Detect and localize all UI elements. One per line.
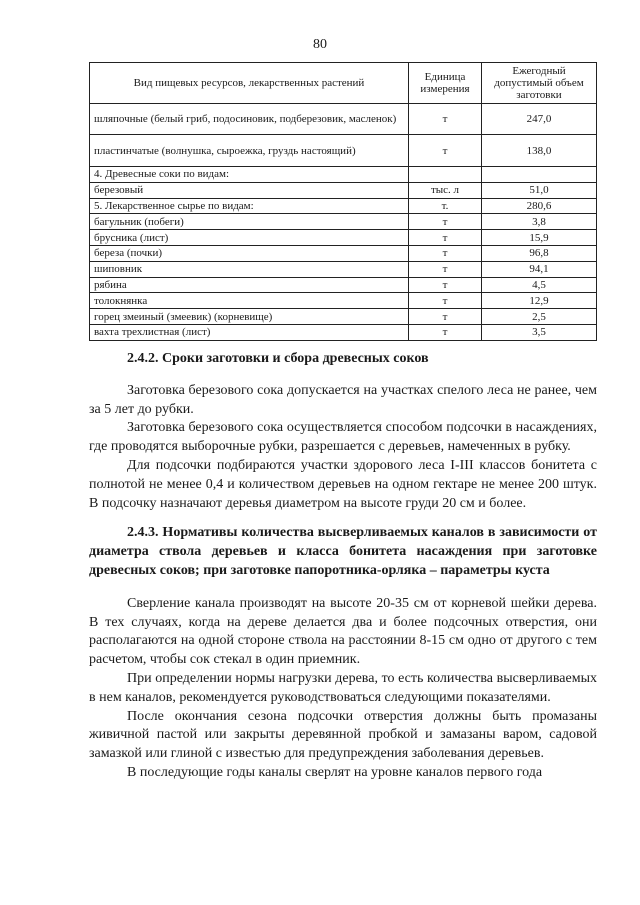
row-unit: т. [409, 198, 482, 214]
table-row [90, 214, 597, 230]
row-name: шляпочные (белый гриб, подосиновик, подберезовик, масленок) [90, 104, 409, 135]
table-row [90, 293, 597, 309]
page-number: 80 [313, 37, 327, 52]
section-heading-2-4-3: 2.4.3. Нормативы количества высверливаемых каналов в зависимости от диаметра ствола деревьев и класса бонитета насаждения при заготовке древесных соков; при заготовке папоротника-орляка – параметры куста [89, 525, 597, 578]
header-annual-volume: Ежегодный допустимый объем заготовки [482, 63, 597, 104]
table-row [90, 167, 597, 183]
row-value: 96,8 [482, 245, 597, 261]
table-row [90, 261, 597, 277]
table-row [90, 324, 597, 340]
row-value: 138,0 [482, 135, 597, 167]
table-row [90, 309, 597, 325]
row-name: 4. Древесные соки по видам: [90, 167, 409, 183]
row-name: шиповник [90, 261, 409, 277]
row-value: 51,0 [482, 182, 597, 198]
row-unit: т [409, 261, 482, 277]
resources-table [89, 62, 597, 341]
table-row [90, 198, 597, 214]
row-name: багульник (побеги) [90, 214, 409, 230]
row-value: 4,5 [482, 277, 597, 293]
header-unit: Единица измерения [409, 63, 482, 104]
row-name: пластинчатые (волнушка, сыроежка, груздь настоящий) [90, 135, 409, 167]
row-value: 12,9 [482, 293, 597, 309]
row-value: 247,0 [482, 104, 597, 135]
row-name: рябина [90, 277, 409, 293]
row-unit: т [409, 293, 482, 309]
row-unit: т [409, 104, 482, 135]
table-row [90, 277, 597, 293]
row-unit: т [409, 277, 482, 293]
row-name: березовый [90, 182, 409, 198]
paragraph: Для подсочки подбираются участки здорового леса I-III классов бонитета с полнотой не менее 0,4 и количеством деревьев на одном гектаре не менее 200 штук. В подсочку назначают деревья диаметром на высоте груди 20 см и более. [89, 457, 597, 511]
paragraph: При определении нормы нагрузки дерева, то есть количества высверливаемых в нем каналов, рекомендуется руководствоваться следующими показателями. [89, 670, 597, 705]
row-unit: т [409, 214, 482, 230]
row-value: 3,8 [482, 214, 597, 230]
row-name: брусника (лист) [90, 230, 409, 246]
row-unit [409, 167, 482, 183]
row-unit: т [409, 135, 482, 167]
paragraph: В последующие годы каналы сверлят на уровне каналов первого года [127, 764, 543, 780]
row-unit: т [409, 309, 482, 325]
row-name: береза (почки) [90, 245, 409, 261]
row-unit: т [409, 245, 482, 261]
document-body [89, 343, 597, 783]
row-name: вахта трехлистная (лист) [90, 324, 409, 340]
row-name: толокнянка [90, 293, 409, 309]
table-row [90, 182, 597, 198]
paragraph: Заготовка березового сока осуществляется способом подсочки в насаждениях, где проводятся выборочные рубки, разрешается с деревьев, намеченных в рубку. [89, 420, 597, 455]
paragraph: Заготовка березового сока допускается на участках спелого леса не ранее, чем за 5 лет до рубки. [89, 382, 597, 417]
row-name: 5. Лекарственное сырье по видам: [90, 198, 409, 214]
row-value: 15,9 [482, 230, 597, 246]
row-value [482, 167, 597, 183]
table-row [90, 230, 597, 246]
section-heading-2-4-2: 2.4.2. Сроки заготовки и сбора древесных соков [127, 351, 429, 366]
table-row [90, 135, 597, 167]
row-unit: тыс. л [409, 182, 482, 198]
row-value: 280,6 [482, 198, 597, 214]
table-header-row [90, 63, 597, 104]
row-value: 3,5 [482, 324, 597, 340]
row-value: 94,1 [482, 261, 597, 277]
row-unit: т [409, 230, 482, 246]
table-row [90, 104, 597, 135]
row-unit: т [409, 324, 482, 340]
row-name: горец змеиный (змеевик) (корневище) [90, 309, 409, 325]
paragraph: Сверление канала производят на высоте 20-35 см от корневой шейки дерева. В тех случаях, когда на дереве делается два и более подсочных отверстия, они располагаются на одной стороне ствола на расстоянии 8-15 см одно от другого с тем расчетом, чтобы сок стекал в один приемник. [89, 595, 597, 668]
table-row [90, 245, 597, 261]
header-resource-type: Вид пищевых ресурсов, лекарственных растений [90, 63, 409, 104]
paragraph: После окончания сезона подсочки отверстия должны быть промазаны живичной пастой или закрыты деревянной пробкой и замазаны варом, садовой замазкой или глиной с известью для предупреждения заболевания деревьев. [89, 708, 597, 762]
row-value: 2,5 [482, 309, 597, 325]
